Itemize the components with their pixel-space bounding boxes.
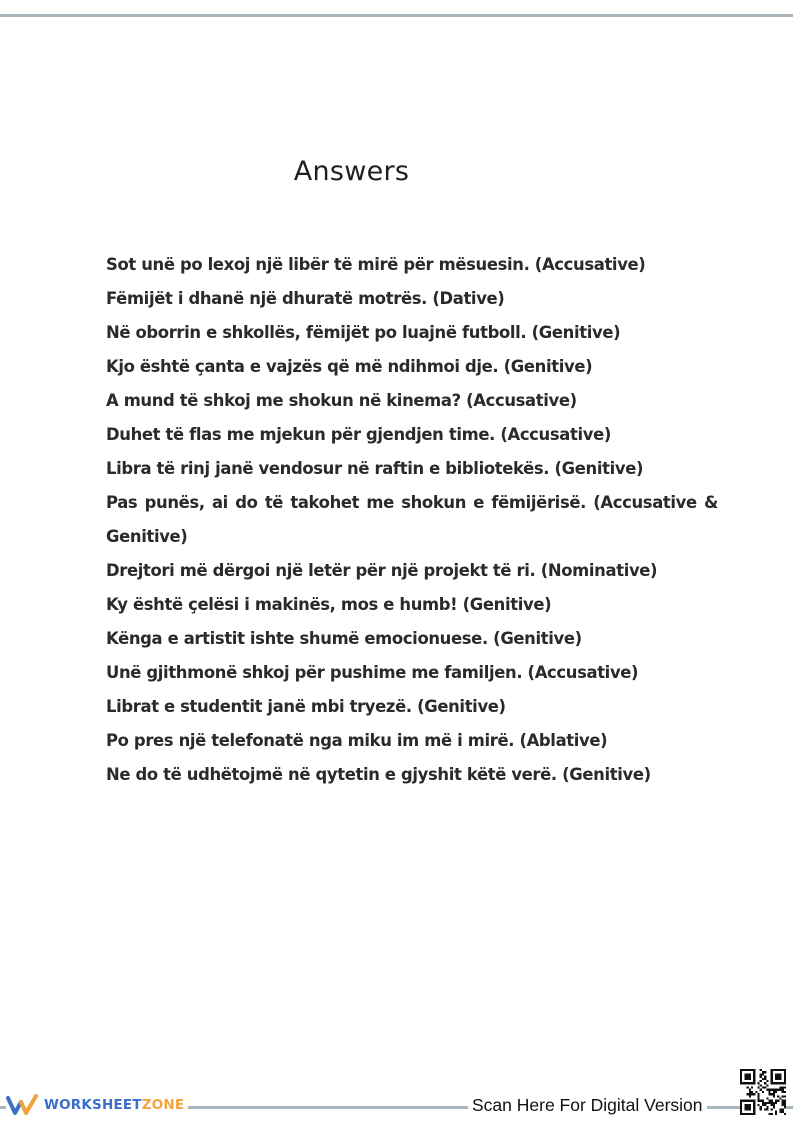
brand-name-part1: WORKSHEET — [44, 1097, 142, 1113]
list-item: Sot unë po lexoj një libër të mirë për mësuesin. (Accusative) — [106, 255, 646, 274]
top-rule — [0, 14, 793, 17]
list-item: Pas punës, ai do të takohet me shokun e fëmijërisë. (Accusative & Genitive) — [106, 493, 718, 546]
list-item: Ne do të udhëtojmë në qytetin e gjyshit këtë verë. (Genitive) — [106, 765, 651, 784]
page-title: Answers — [293, 156, 410, 188]
list-item: Kënga e artistit ishte shumë emocionuese. (Genitive) — [106, 629, 582, 648]
list-item: Librat e studentit janë mbi tryezë. (Genitive) — [106, 697, 506, 716]
brand-name-part2: ZONE — [141, 1097, 185, 1113]
list-item: Kjo është çanta e vajzës që më ndihmoi dje. (Genitive) — [106, 357, 593, 376]
list-item: Ky është çelësi i makinës, mos e humb! (Genitive) — [106, 595, 552, 614]
scan-caption — [468, 1094, 707, 1116]
brand-name — [44, 1097, 184, 1113]
worksheet-zone-logo-icon — [6, 1094, 42, 1116]
list-item: Unë gjithmonë shkoj për pushime me familjen. (Accusative) — [106, 663, 639, 682]
list-item: Po pres një telefonatë nga miku im më i mirë. (Ablative) — [106, 731, 608, 750]
list-item: Duhet të flas me mjekun për gjendjen time. (Accusative) — [106, 425, 611, 444]
list-item: Drejtori më dërgoi një letër për një projekt të ri. (Nominative) — [106, 561, 658, 580]
list-item: A mund të shkoj me shokun në kinema? (Accusative) — [106, 391, 577, 410]
scan-text: Scan Here For Digital Version — [472, 1094, 703, 1115]
qr-code-icon[interactable] — [740, 1069, 786, 1115]
list-item: Në oborrin e shkollës, fëmijët po luajnë futboll. (Genitive) — [106, 323, 621, 342]
list-item: Fëmijët i dhanë një dhuratë motrës. (Dative) — [106, 289, 505, 308]
list-item: Libra të rinj janë vendosur në raftin e bibliotekës. (Genitive) — [106, 459, 644, 478]
answer-list — [106, 248, 718, 792]
brand-logo[interactable] — [6, 1094, 188, 1116]
